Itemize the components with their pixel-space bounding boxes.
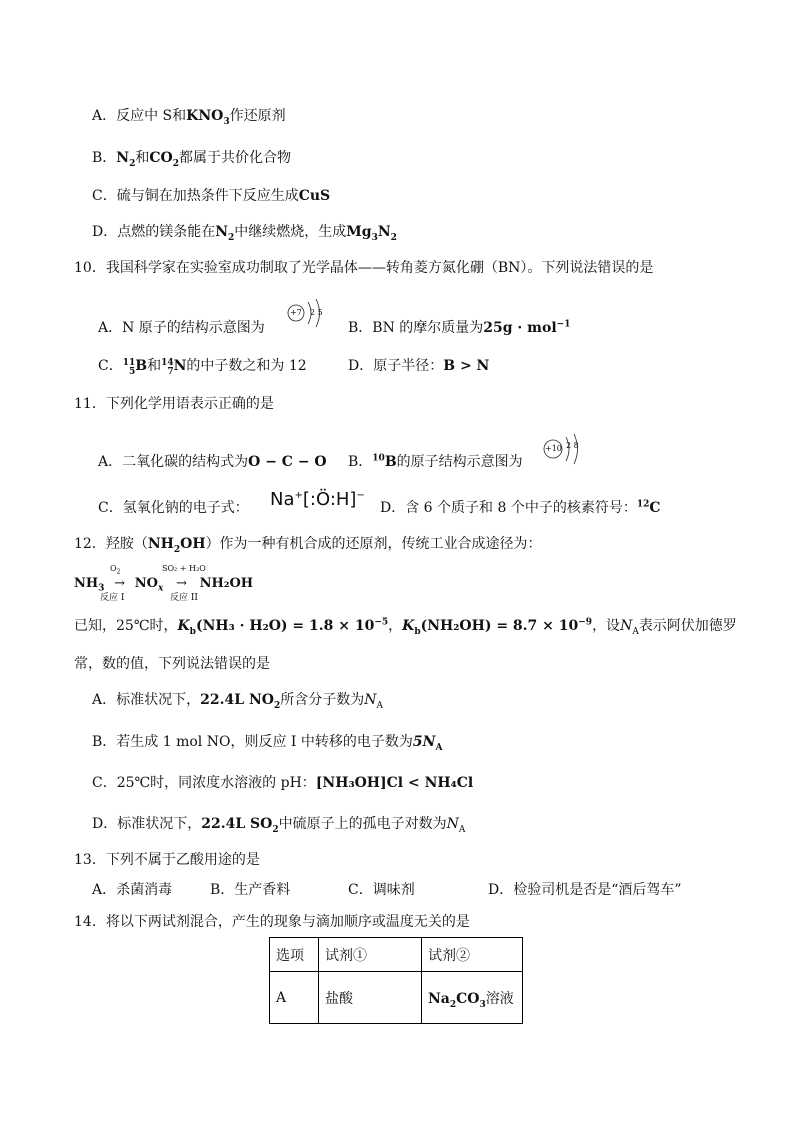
q9-d-n-sub: 2 [228,232,235,243]
q12-d-text: D．标准状况下， [92,816,202,832]
q12-d-post: 中硫原子上的孤电子对数为 [278,816,447,832]
q9-c-formula: CuS [298,188,331,204]
q9-d-mg-sub: 3 [371,232,378,243]
q9-d-n2: N [377,224,391,240]
q12-a-sub: 2 [273,700,281,711]
q11-naoh-electron-formula [270,486,365,514]
q11-d-symbol: C [649,500,661,516]
q12-nh3: NH [74,576,99,591]
q11-b-atom-nucleus: +10 [545,444,562,453]
q12-kb2-value: (NH₂OH) = 8.7 × 10 [420,618,579,634]
q12-comma: ， [388,618,403,634]
q9-a-text: A．反应中 S和 [92,108,187,124]
q11-c-minus: − [356,490,365,501]
q12-c-text: C．25℃时，同浓度水溶液的 pH： [92,775,316,791]
q10-d-text: D．原子半径： [348,358,444,374]
q12-a-text: A．标准状况下， [92,692,201,708]
q9-d-mid: 中继续燃烧，生成 [234,224,347,240]
q12-nox: NO [134,576,158,591]
q10-c-label: C． [98,358,123,374]
q14-row-a-reagent2: $Na_2CO_3$溶液 [422,972,523,1024]
q9-b-co-sub: 2 [172,158,179,169]
q9-c-text: C．硫与铜在加热条件下反应生成 [92,188,299,204]
q12-arrow-2: → [176,576,187,591]
q11-d-mass: 12 [636,499,650,510]
q12-known-post: 表示阿伏加德罗 [638,618,737,634]
q12-b-text: B．若生成 1 mol NO，则反应 I 中转移的电子数为 [92,734,413,750]
q12-known-line2: 常，数的值，下列说法错误的是 [74,656,270,672]
q12-a-na: N [364,692,377,708]
q12-c-value: [NH₃OH]Cl < NH₄Cl [315,775,474,791]
q11-option-d [380,498,661,518]
q12-reaction-scheme [74,574,253,594]
q10-c-n: N [173,358,187,374]
q9-a-formula: KNO [186,108,224,124]
q12-arrow-1: → [114,576,126,591]
q12-option-a [92,690,383,710]
q10-b-exp: −1 [556,319,571,330]
q9-a-post: 作还原剂 [229,108,286,124]
q12-stem-pre: 12．羟胺（ [74,536,148,552]
q14-header-option: 选项 [270,938,319,972]
q9-option-b [92,148,291,168]
q12-nh3-sub: 3 [98,583,105,594]
q11-option-a [98,452,327,472]
q12-kb1-exp: −5 [374,617,389,628]
q11-a-value: O − C − O [248,454,327,470]
q10-option-b [348,318,570,338]
q14-header-reagent1: 试剂① [319,938,422,972]
q12-a-post: 所含分子数为 [280,692,365,708]
q11-c-text: C．氢氧化钠的电子式： [98,500,249,516]
q10-c-n-mass: 14 [161,358,174,368]
q11-stem: 11．下列化学用语表示正确的是 [74,396,274,412]
q9-option-d [92,222,397,242]
q10-a-text: A．N 原子的结构示意图为 [98,320,265,336]
q9-d-mg: Mg [346,224,372,240]
q12-stem-nh: NH [147,536,174,552]
q11-option-c [98,498,249,518]
q11-b-atom-shells: 2 8 [566,441,579,450]
q12-option-b [92,732,442,752]
q10-b-text: B．BN 的摩尔质量为 [348,320,484,336]
q11-c-oh: [:Ö:H] [302,489,357,510]
q12-reaction-ii-label: 反应 II [170,593,198,603]
q12-d-sub: 2 [272,824,279,835]
q9-d-text: D．点燃的镁条能在 [92,224,216,240]
q12-na: N [620,618,633,634]
q9-b-n-sub: 2 [129,158,136,169]
q10-b-value: 25g · mol [483,320,557,336]
q11-c-na: Na [270,489,295,510]
q10-c-b-mass: 11 [122,358,136,368]
q12-known [74,616,737,636]
q12-option-c [92,773,473,793]
q13-option-a: A．杀菌消毒 [92,882,173,898]
q14-stem: 14．将以下两试剂混合，产生的现象与滴加顺序或温度无关的是 [74,914,470,930]
q12-stem-nh-sub: 2 [173,544,181,555]
q12-kb1-sub: b [189,626,196,637]
q12-d-na-sub: A [458,824,466,835]
q10-option-d [348,356,489,376]
q9-b-and: 和 [135,150,150,166]
q12-kb2-sub: b [414,626,421,637]
q12-a-value: 22.4L NO [200,692,274,708]
q9-option-c [92,186,330,206]
q11-a-text: A．二氧化碳的结构式为 [98,454,249,470]
q12-nox-sub: x [157,583,164,594]
q10-c-b-num: 5 [128,367,136,377]
q12-option-d [92,814,465,834]
q14-table [269,937,523,1024]
q12-so2-label: SO₂ + H₂O [162,564,206,573]
q9-a-sub: 3 [223,116,230,127]
q11-b-symbol: B [384,454,397,470]
q12-kb1: K [177,618,190,634]
q10-n-atom-shells: 2 5 [310,308,323,317]
q12-kb1-value: (NH₃ · H₂O) = 1.8 × 10 [195,618,375,634]
q9-d-n2-sub: 2 [390,232,397,243]
q9-option-a [92,106,286,126]
q10-c-b: B [135,358,148,374]
q12-d-value: 22.4L SO [201,816,273,832]
q12-stem-post: ）作为一种有机合成的还原剂，传统工业合成途径为： [205,536,542,552]
q10-c-and: 和 [147,358,162,374]
q12-stem [74,534,542,554]
q11-d-text: D．含 6 个质子和 8 个中子的核素符号： [380,500,637,516]
q12-nh2oh: NH₂OH [199,576,254,591]
q10-stem: 10．我国科学家在实验室成功制取了光学晶体——转角菱方氮化硼（BN）。下列说法错误的是 [74,260,654,276]
q11-b-mass: 10 [372,453,385,464]
q11-b-text: 的原子结构示意图为 [396,454,523,470]
q12-known-pre: 已知，25℃时， [74,618,178,634]
q12-stem-oh: OH [180,536,206,552]
q11-option-b [348,452,523,472]
q14-header-reagent2: 试剂② [422,938,523,972]
q9-b-n: N [116,150,130,166]
q12-o2-label: $O_2$ [110,564,121,576]
q11-b-label: B． [348,454,373,470]
q9-b-post: 都属于共价化合物 [178,150,291,166]
q13-stem: 13．下列不属于乙酸用途的是 [74,852,260,868]
q9-b-co: CO [149,150,173,166]
q12-reaction-i-label: 反应 I [100,593,125,603]
q13-option-b: B．生产香料 [210,882,291,898]
q10-d-value: B > N [443,358,490,374]
q10-option-a [98,318,265,338]
q12-kb2-exp: −9 [578,617,593,628]
q9-d-n: N [215,224,229,240]
q12-a-na-sub: A [376,700,383,711]
q9-b-label: B． [92,150,117,166]
q14-row-a-option: A [270,972,319,1024]
q10-n-atom-nucleus: +7 [290,308,302,317]
q14-row-a-reagent1: 盐酸 [319,972,422,1024]
q13-option-c: C．调味剂 [348,882,415,898]
q12-known-mid: ，设 [592,618,621,634]
q11-c-plus: + [294,490,303,501]
q12-d-na: N [446,816,459,832]
q10-c-n-num: 7 [167,367,174,377]
q12-kb2: K [402,618,415,634]
q12-b-sub: A [435,742,443,753]
q13-option-d: D．检验司机是否是“酒后驾车” [488,882,682,898]
q12-na-sub: A [632,626,639,637]
q10-c-post: 的中子数之和为 12 [186,358,307,374]
q12-b-value: 5N [412,734,436,750]
q10-option-c [98,356,307,377]
